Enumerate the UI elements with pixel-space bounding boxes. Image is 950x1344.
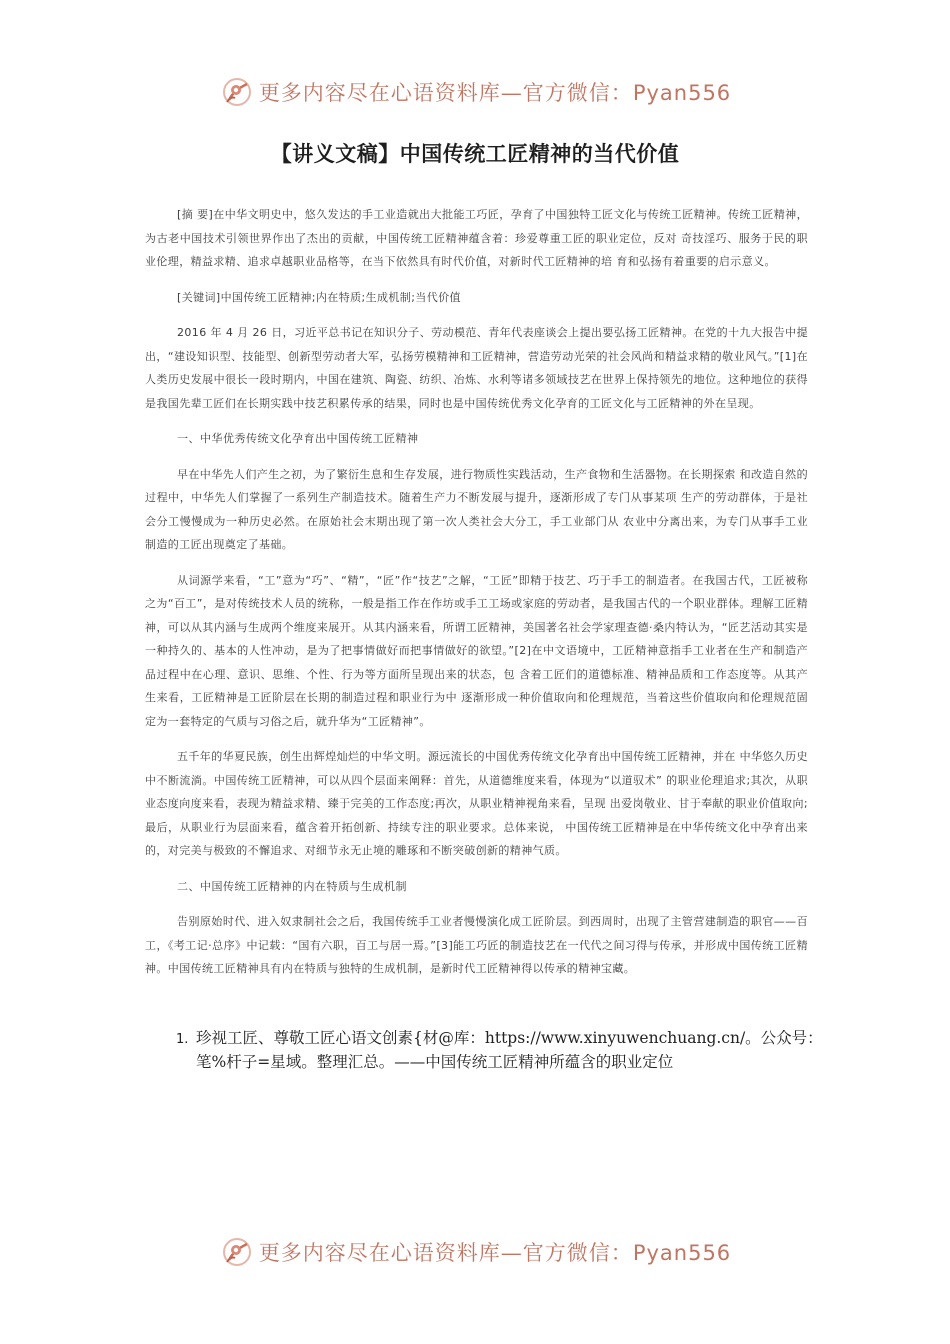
numbered-list xyxy=(176,1026,826,1074)
body-paragraph: 早在中华先人们产生之初，为了繁衍生息和生存发展，进行物质性实践活动，生产食物和生活器物。在长期探索 和改造自然的过程中，中华先人们掌握了一系列生产制造技术。随着生产力不断发展与提升，逐渐形成了专门从事某项 生产的劳动群体，于是社会分工慢慢成为一种历史必然。在原始社会末期出现了第一次人类社会大分工，手工业部门从 农业中分离出来，为专门从事手工业制造的工匠出现奠定了基础。 xyxy=(145,467,808,551)
footer-banner-text: 更多内容尽在心语资料库—官方微信：Pyan556 xyxy=(258,1241,732,1265)
footer-banner-content xyxy=(219,1234,731,1270)
flower-logo-icon xyxy=(219,1234,255,1270)
section-heading-1: 一、中华优秀传统文化孕育出中国传统工匠精神 xyxy=(177,432,419,445)
footer-banner xyxy=(0,1232,950,1272)
keywords-paragraph: [关键词]中国传统工匠精神;内在特质;生成机制;当代价值 xyxy=(177,290,461,304)
body-paragraph: 从词源学来看，“工”意为“巧”、“精”，“匠”作“技艺”之解，“工匠”即精于技艺、巧于手工的制造者。在我国古代，工匠被称之为“百工”，是对传统技术人员的统称，一般是指工作在作坊或手工工场或家庭的劳动者，是我国古代的一个职业群体。理解工匠精神，可以从其内涵与生成两个维度来展开。从其内涵来看，所谓工匠精神，美国著名社会学家理查德·桑内特认为，“匠艺活动其实是一种持久的、基本的人性冲动，是为了把事情做好而把事情做好的欲望。”[2]在中文语境中，工匠精神意指手工业者在生产和制造产品过程中在心理、意识、思维、个性、行为等方面所呈现出来的状态，包 含着工匠们的道德标准、精神品质和工作态度等。从其产生来看，工匠精神是工匠阶层在长期的制造过程和职业行为中 逐渐形成一种价值取向和伦理规范，当着这些价值取向和伦理规范固定为一套特定的气质与习俗之后，就升华为“工匠精神”。 xyxy=(145,573,808,728)
footer-wechat-id: Pyan556 xyxy=(632,1241,732,1265)
intro-paragraph: 2016 年 4 月 26 日，习近平总书记在知识分子、劳动模范、青年代表座谈会上提出要弘扬工匠精神。在党的十九大报告中提出，“建设知识型、技能型、创新型劳动者大军，弘扬劳模精神和工匠精神，营造劳动光荣的社会风尚和精益求精的敬业风气。”[1]在人类历史发展中很长一段时期内，中国在建筑、陶瓷、纺织、冶炼、水利等诸多领域技艺在世界上保持领先的地位。这种地位的获得是我国先辈工匠们在长期实践中技艺积累传承的结果，同时也是中国传统优秀文化孕育的工匠文化与工匠精神的外在呈现。 xyxy=(145,326,808,410)
document-body xyxy=(145,203,808,993)
flower-logo-icon xyxy=(219,74,255,110)
list-item-text: 珍视工匠、尊敬工匠心语文创素{材@库：https://www.xinyuwenchuang.cn/。公众号：笔%杆子=星域。整理汇总。——中国传统工匠精神所蕴含的职业定位 xyxy=(196,1029,823,1071)
document-title: 【讲义文稿】中国传统工匠精神的当代价值 xyxy=(270,142,680,166)
section-heading-2: 二、中国传统工匠精神的内在特质与生成机制 xyxy=(177,879,407,893)
header-wechat-id: Pyan556 xyxy=(632,81,732,105)
abstract-paragraph: [摘 要]在中华文明史中，悠久发达的手工业造就出大批能工巧匠，孕育了中国独特工匠文化与传统工匠精神。传统工匠精神，为古老中国技术引领世界作出了杰出的贡献，中国传统工匠精神蕴含着：珍爱尊重工匠的职业定位，反对 奇技淫巧、服务于民的职业伦理，精益求精、追求卓越职业品格等，在当下依然具有时代价值，对新时代工匠精神的培 育和弘扬有着重要的启示意义。 xyxy=(145,208,808,268)
header-banner-text: 更多内容尽在心语资料库—官方微信：Pyan556 xyxy=(258,81,732,105)
body-paragraph: 五千年的华夏民族，创生出辉煌灿烂的中华文明。源远流长的中国优秀传统文化孕育出中国传统工匠精神，并在 中华悠久历史中不断流淌。中国传统工匠精神，可以从四个层面来阐释：首先，从道德维度来看，体现为“以道驭术” 的职业伦理追求;其次，从职业态度向度来看，表现为精益求精、臻于完美的工作态度;再次，从职业精神视角来看，呈现 出爱岗敬业、甘于奉献的职业价值取向;最后，从职业行为层面来看，蕴含着开拓创新、持续专注的职业要求。总体来说， 中国传统工匠精神是在中华传统文化中孕育出来的，对完美与极致的不懈追求、对细节永无止境的雕琢和不断突破创新的精神气质。 xyxy=(145,750,808,857)
header-banner-content xyxy=(219,74,731,110)
list-item xyxy=(176,1026,826,1074)
header-banner xyxy=(0,72,950,112)
list-item-number: 1. xyxy=(176,1032,189,1047)
body-paragraph: 告别原始时代、进入奴隶制社会之后，我国传统手工业者慢慢演化成工匠阶层。到西周时，出现了主管营建制造的职官——百工，《考工记·总序》中记载：“国有六职，百工与居一焉。”[3]能工巧匠的制造技艺在一代代之间习得与传承，并形成中国传统工匠精神。中国传统工匠精神具有内在特质与独特的生成机制，是新时代工匠精神得以传承的精神宝藏。 xyxy=(145,915,808,975)
